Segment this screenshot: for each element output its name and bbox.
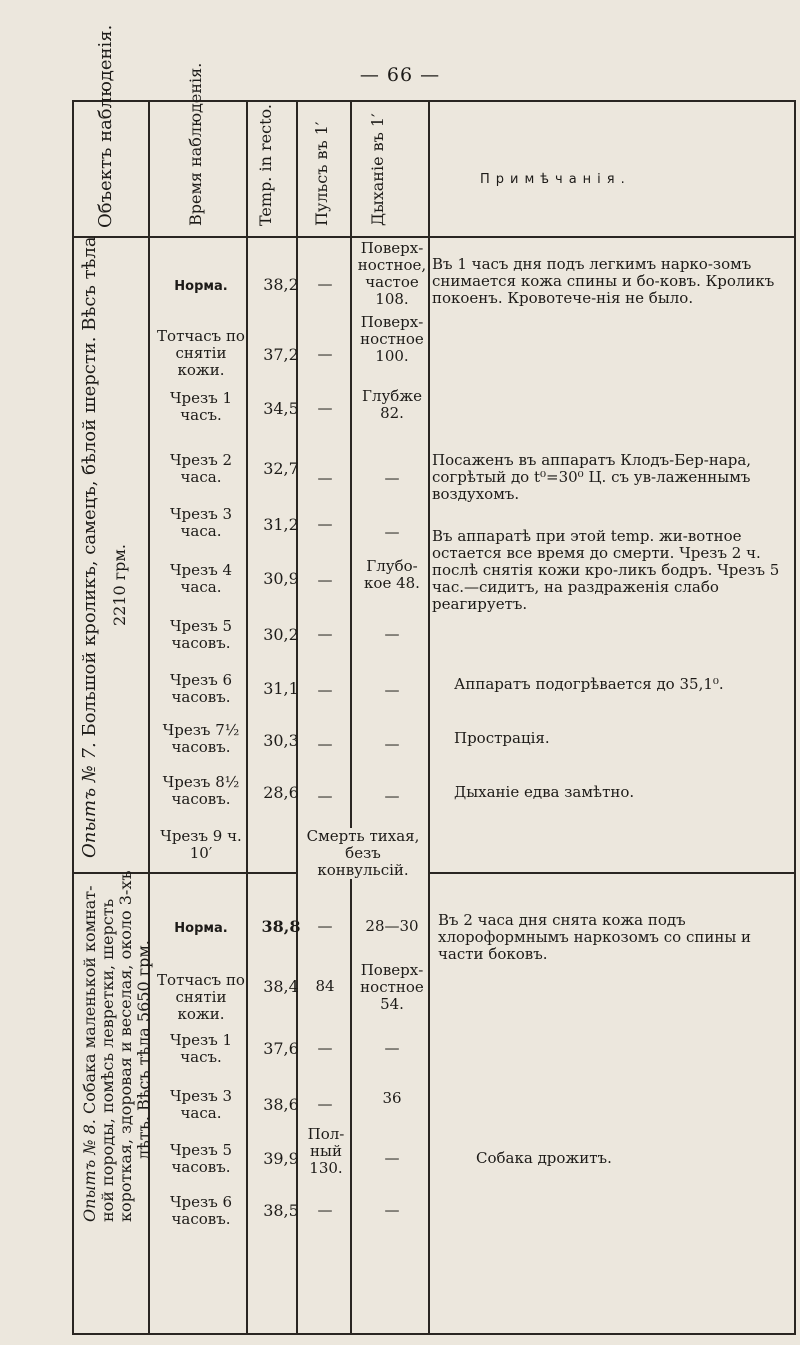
exp8-breath-1: Поверх-ностное 54. xyxy=(360,961,424,1013)
exp7-time-4: Чрезъ 3 часа. xyxy=(169,505,233,540)
exp8-title: Опытъ № 8. xyxy=(80,1119,99,1222)
exp8-breath-5: — xyxy=(384,1201,400,1219)
exp8-breath-4: — xyxy=(384,1149,400,1167)
exp8-pulse-1: 84 xyxy=(315,977,335,995)
exp8-time-3: Чрезъ 3 часа. xyxy=(169,1087,233,1122)
exp7-pulse-2: — xyxy=(317,399,333,417)
header-pulse: Пульсъ въ 1′ xyxy=(312,121,331,226)
exp8-time-4: Чрезъ 5 часовъ. xyxy=(169,1141,233,1176)
exp7-time-10: Чрезъ 9 ч. 10′ xyxy=(160,827,242,862)
page-number: — 66 — xyxy=(359,64,441,86)
exp7-note-5: Дыханіе едва замѣтно. xyxy=(454,783,635,801)
exp8-time-0: Норма. xyxy=(174,921,228,936)
exp7-note-3: Аппаратъ подогрѣвается до 35,1⁰. xyxy=(454,675,724,693)
exp7-note-0: Въ 1 часъ дня подъ легкимъ нарко-зомъ снимается кожа спины и бо-ковъ. Кроликъ покоенъ. Кровотече-нія не было. xyxy=(432,255,775,307)
exp8-temp-2: 37,6 xyxy=(263,1039,299,1058)
exp7-temp-5: 30,9 xyxy=(263,569,299,588)
exp8-temp-1: 38,4 xyxy=(263,977,299,996)
col-divider-breath xyxy=(428,100,430,1335)
exp8-desc1: Собака маленькой комнат- xyxy=(80,885,99,1115)
exp7-temp-3: 32,7 xyxy=(263,459,299,478)
exp7-breath-1: Поверх-ностное 100. xyxy=(360,313,424,365)
exp7-temp-4: 31,2 xyxy=(263,515,299,534)
exp7-pulse-4: — xyxy=(317,515,333,533)
exp8-time-5: Чрезъ 6 часовъ. xyxy=(169,1193,233,1228)
exp8-pulse-4: Пол-ный 130. xyxy=(307,1125,345,1177)
exp7-breath-7: — xyxy=(384,681,400,699)
exp8-subject-line4: лѣтъ. Вѣсъ тѣла 5650 грм. xyxy=(134,940,153,1160)
exp7-pulse-1: — xyxy=(317,345,333,363)
exp8-pulse-0: — xyxy=(317,917,333,935)
exp8-temp-3: 38,6 xyxy=(263,1095,299,1114)
exp7-temp-7: 31,1 xyxy=(263,679,299,698)
exp7-temp-0: 38,2 xyxy=(263,275,299,294)
exp7-pulse-8: — xyxy=(317,735,333,753)
exp7-time-0: Норма. xyxy=(174,279,228,294)
exp7-breath-3: — xyxy=(384,469,400,487)
exp7-desc: Большой кроликъ, самецъ, бѣлой шерсти. Вѣсъ тѣла xyxy=(79,236,100,737)
exp7-subject xyxy=(80,236,100,858)
exp7-time-6: Чрезъ 5 часовъ. xyxy=(169,617,233,652)
exp7-temp-8: 30,3 xyxy=(263,731,299,750)
exp7-pulse-5: — xyxy=(317,571,333,589)
exp7-breath-4: — xyxy=(384,523,400,541)
exp7-breath-2: Глубже 82. xyxy=(362,387,422,422)
exp8-time-2: Чрезъ 1 часъ. xyxy=(169,1031,233,1066)
exp7-note-4: Прострація. xyxy=(454,729,550,747)
exp7-time-1: Тотчасъ по снятіи кожи. xyxy=(157,327,245,379)
exp7-breath-8: — xyxy=(384,735,400,753)
exp8-temp-0: 38,8 xyxy=(261,917,301,936)
header-notes: Примѣчанія. xyxy=(480,172,631,187)
exp8-subject-line2: ной породы, помѣсь левретки, шерсть xyxy=(98,898,117,1222)
exp7-breath-6: — xyxy=(384,625,400,643)
exp7-temp-2: 34,5 xyxy=(263,399,299,418)
exp7-breath-5: Глубо-кое 48. xyxy=(364,557,420,592)
header-object: Объектъ наблюденія. xyxy=(95,24,116,228)
exp8-pulse-3: — xyxy=(317,1095,333,1113)
exp7-pulse-3: — xyxy=(317,469,333,487)
exp7-time-7: Чрезъ 6 часовъ. xyxy=(169,671,233,706)
exp7-title: Опытъ № 7. xyxy=(79,742,100,858)
exp8-temp-5: 38,5 xyxy=(263,1201,299,1220)
exp7-pulse-6: — xyxy=(317,625,333,643)
exp7-temp-1: 37,2 xyxy=(263,345,299,364)
exp7-note-2: Въ аппаратѣ при этой temp. жи-вотное остается все время до смерти. Чрезъ 2 ч. послѣ снятія кожи кро-ликъ бодръ. Чрезъ 5 час.—сидитъ, на раздраженія слабо реагируетъ. xyxy=(432,527,780,613)
exp8-subject-line1 xyxy=(80,885,99,1222)
exp7-breath-9: — xyxy=(384,787,400,805)
exp8-breath-2: — xyxy=(384,1039,400,1057)
exp7-pulse-0: — xyxy=(317,275,333,293)
exp8-breath-3: 36 xyxy=(382,1089,402,1107)
col-divider-pulse xyxy=(350,100,352,1335)
exp7-temp-9: 28,6 xyxy=(263,783,299,802)
exp8-time-1: Тотчасъ по снятіи кожи. xyxy=(157,971,245,1023)
exp7-pulse-7: — xyxy=(317,681,333,699)
exp7-note-1: Посаженъ въ аппаратъ Клодъ-Бер-нара, согрѣтый до t⁰=30⁰ Ц. съ ув-лаженнымъ воздухомъ. xyxy=(432,451,752,503)
exp7-time-2: Чрезъ 1 часъ. xyxy=(169,389,233,424)
experiment-divider xyxy=(72,872,796,874)
exp8-subject-line3: короткая, здоровая и веселая, около 3-хъ xyxy=(116,870,135,1222)
exp8-note-0: Въ 2 часа дня снята кожа подъ хлороформнымъ наркозомъ со спины и части боковъ. xyxy=(438,911,752,963)
exp7-time-3: Чрезъ 2 часа. xyxy=(169,451,233,486)
header-temp: Temp. in recto. xyxy=(256,104,275,226)
exp8-pulse-5: — xyxy=(317,1201,333,1219)
exp7-time-8: Чрезъ 7½ часовъ. xyxy=(162,721,240,756)
header-time: Время наблюденія. xyxy=(186,62,205,226)
exp7-pulse-9: — xyxy=(317,787,333,805)
exp7-weight: 2210 грм. xyxy=(110,544,129,626)
exp7-time-5: Чрезъ 4 часа. xyxy=(169,561,233,596)
exp7-temp-6: 30,2 xyxy=(263,625,299,644)
exp8-breath-0: 28—30 xyxy=(365,917,419,935)
exp8-note-1: Собака дрожитъ. xyxy=(476,1149,612,1167)
exp8-pulse-2: — xyxy=(317,1039,333,1057)
exp7-death: Смерть тихая, безъ конвульсій. xyxy=(298,828,428,879)
exp7-breath-0: Поверх-ностное, частое 108. xyxy=(357,239,427,308)
exp7-time-9: Чрезъ 8½ часовъ. xyxy=(162,773,240,808)
exp8-temp-4: 39,9 xyxy=(263,1149,299,1168)
header-breath: Дыханіе въ 1′ xyxy=(368,113,387,226)
header-divider xyxy=(72,236,796,238)
